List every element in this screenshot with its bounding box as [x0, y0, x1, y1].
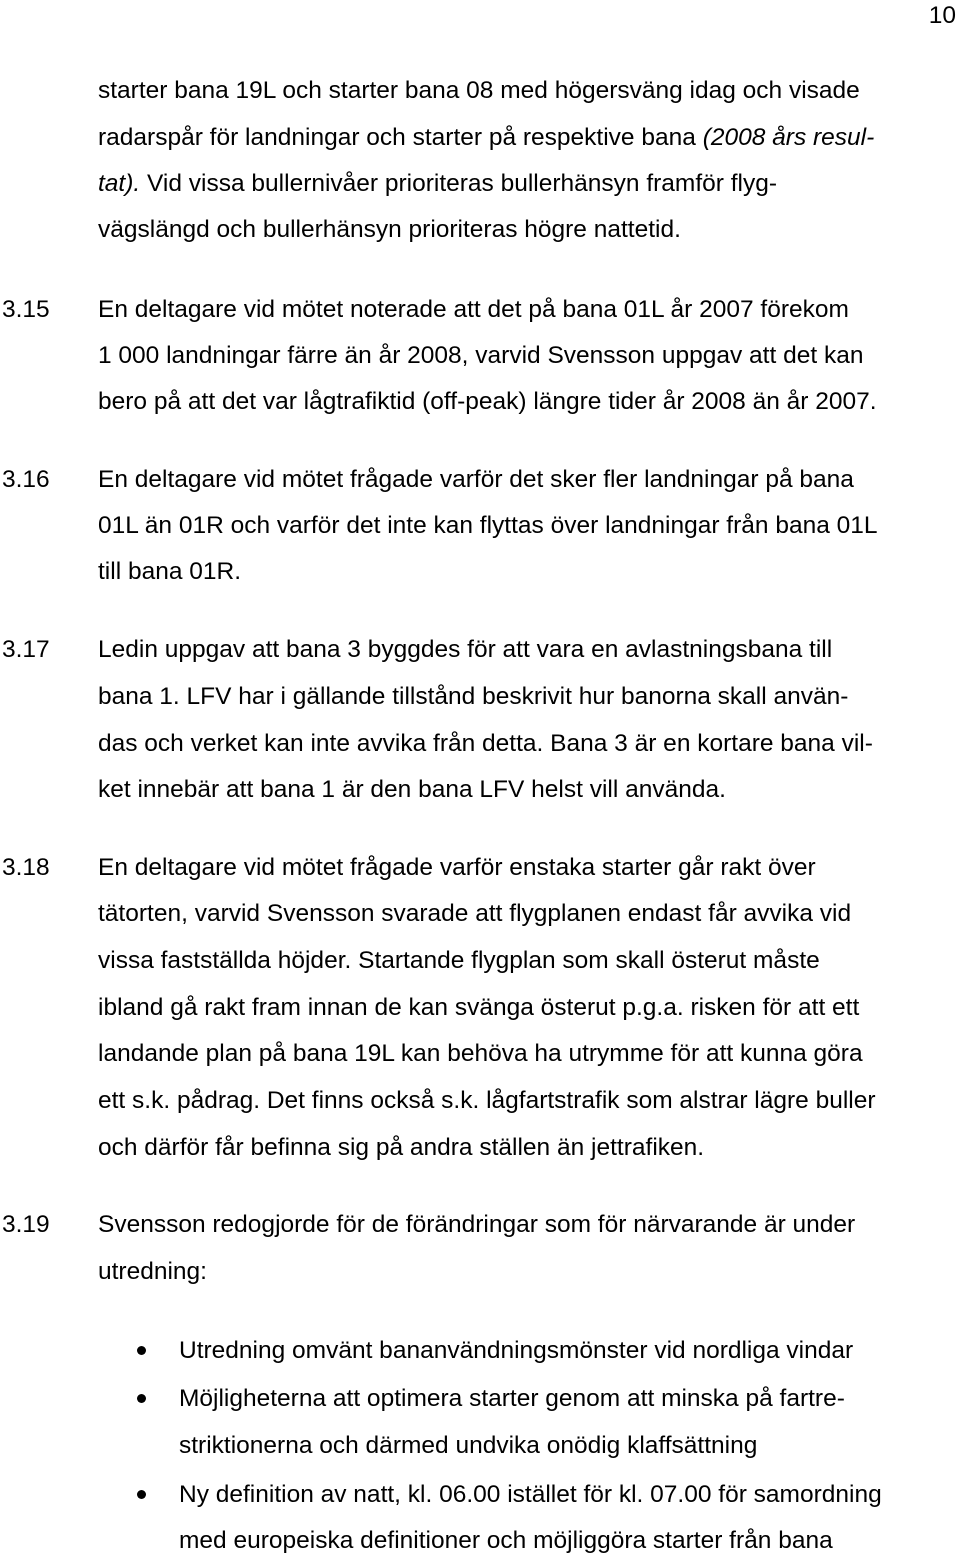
item-number: 3.15 [2, 296, 50, 323]
bullet-icon [137, 1394, 146, 1403]
text-line: utredning: [98, 1258, 207, 1285]
text-line: Möjligheterna att optimera starter genom att minska på fartre- [179, 1385, 845, 1412]
text-line: 1 000 landningar färre än år 2008, varvid Svensson uppgav att det kan [98, 342, 864, 369]
text-line: bero på att det var lågtrafiktid (off-peak) längre tider år 2008 än år 2007. [98, 388, 877, 415]
text-line: och därför får befinna sig på andra ställen än jettrafiken. [98, 1134, 705, 1161]
item-number: 3.18 [2, 854, 50, 881]
bullet-icon [137, 1346, 146, 1355]
bullet-icon [137, 1490, 146, 1499]
text-line: vissa fastställda höjder. Startande flygplan som skall österut måste [98, 947, 820, 974]
item-number: 3.19 [2, 1211, 50, 1238]
text-line: En deltagare vid mötet frågade varför det sker fler landningar på bana [98, 466, 854, 493]
text-line: starter bana 19L och starter bana 08 med högersväng idag och visade [98, 77, 860, 104]
text-line: tätorten, varvid Svensson svarade att flygplanen endast får avvika vid [98, 900, 852, 927]
text-line: Svensson redogjorde för de förändringar som för närvarande är under [98, 1211, 856, 1238]
text-line: radarspår för landningar och starter på respektive bana (2008 års resul- [98, 124, 875, 151]
text-line: till bana 01R. [98, 558, 242, 585]
text-line: En deltagare vid mötet frågade varför enstaka starter går rakt över [98, 854, 816, 881]
text-line: striktionerna och därmed undvika onödig klaffsättning [179, 1432, 758, 1459]
text-line: tat). Vid vissa bullernivåer prioriteras bullerhänsyn framför flyg- [98, 170, 778, 197]
text-line: En deltagare vid mötet noterade att det på bana 01L år 2007 förekom [98, 296, 849, 323]
text-line: ibland gå rakt fram innan de kan svänga österut p.g.a. risken för att ett [98, 994, 860, 1021]
item-number: 3.16 [2, 466, 50, 493]
text-line: vägslängd och bullerhänsyn prioriteras högre nattetid. [98, 216, 681, 243]
text-line: bana 1. LFV har i gällande tillstånd beskrivit hur banorna skall använ- [98, 683, 849, 710]
text-line: med europeiska definitioner och möjliggöra starter från bana [179, 1527, 833, 1554]
item-number: 3.17 [2, 636, 50, 663]
text-line: das och verket kan inte avvika från detta. Bana 3 är en kortare bana vil- [98, 730, 873, 757]
text-line: ett s.k. pådrag. Det finns också s.k. lågfartstrafik som alstrar lägre buller [98, 1087, 876, 1114]
text-line: Ledin uppgav att bana 3 byggdes för att vara en avlastningsbana till [98, 636, 833, 663]
page-number: 10 [928, 2, 956, 29]
text-line: landande plan på bana 19L kan behöva ha utrymme för att kunna göra [98, 1040, 863, 1067]
text-line: Utredning omvänt bananvändningsmönster vid nordliga vindar [179, 1337, 854, 1364]
text-line: Ny definition av natt, kl. 06.00 istället för kl. 07.00 för samordning [179, 1481, 882, 1508]
text-line: ket innebär att bana 1 är den bana LFV helst vill använda. [98, 776, 726, 803]
text-line: 01L än 01R och varför det inte kan flyttas över landningar från bana 01L [98, 512, 878, 539]
